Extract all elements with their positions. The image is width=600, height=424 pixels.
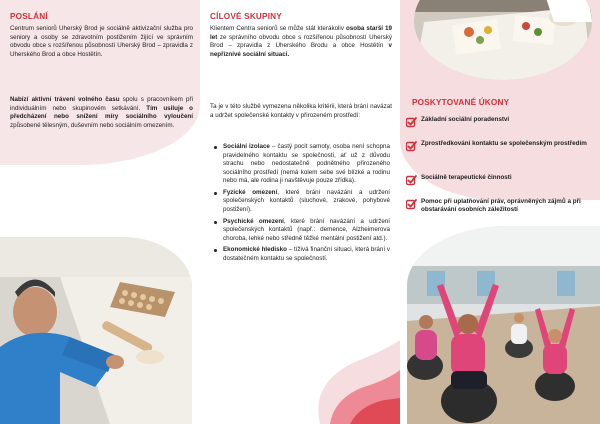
checkbox-tick-icon <box>406 139 417 150</box>
mission-paragraph-1 <box>10 25 193 59</box>
service-item <box>406 140 592 150</box>
criteria-item <box>214 143 390 186</box>
emphasized-text: Nabízí aktivní trávení volného času <box>10 96 120 103</box>
criteria-text: – tíživá finanční situaci, která brání v dostatečném kontaktu se společností. <box>223 246 390 262</box>
photo-baking-man <box>0 237 192 424</box>
checkbox-tick-icon <box>406 173 417 184</box>
services-title: POSKYTOVANÉ ÚKONY <box>412 98 510 107</box>
emphasized-text: Tím usiluje o předcházení nebo snížení míry sociálního vyloučení <box>10 104 193 121</box>
text-run: spolu s pracovníkem při individuálním nebo skupinovém setkávání. <box>10 96 193 112</box>
criteria-head: Fyzické omezení <box>223 188 278 196</box>
service-label: Zprostředkování kontaktu se společenským prostředím <box>421 140 587 147</box>
service-item <box>406 198 592 215</box>
text-run: způsobené tělesným, duševním nebo sociálním omezením. <box>10 121 175 129</box>
text-run: Centrum seniorů Uherský Brod je sociálně aktivizační služba pro seniory a osoby se zdravotním postižením žijící ve správním obvodu obce s rozšířenou působností Uherský Brod – zpravidla z Uherského Brod a obce Hostětín. <box>10 25 193 58</box>
emphasized-text: osoba starší 19 let <box>210 25 392 41</box>
text-run: Klientem Centra seniorů se může stát kterákoliv <box>210 25 346 32</box>
criteria-head: Sociální izolace <box>223 143 270 150</box>
service-item <box>406 174 592 184</box>
target-groups-paragraph-2: Ta je v této službě vymezena několika kritérii, která brání navázat a udržet společenské kontakty v přirozeném prostředí: <box>210 103 392 119</box>
mission-paragraph-2 <box>10 96 193 130</box>
criteria-text: , které brání navázání a udržení společenských kontaktů (např.: demence, Alzheimerova choroba, lehké nebo středně těžké mentální postižení atd.). <box>223 217 391 242</box>
criteria-text: , které brání navázání a udržení společenských kontaktů (sluchové, zrakové, pohybové postižení). <box>223 188 391 213</box>
service-label: Pomoc při uplatňování práv, oprávněných zájmů a při obstarávání osobních záležitostí <box>421 198 581 214</box>
checkbox-tick-icon <box>406 115 417 126</box>
text-run: ze správního obvodu obce s rozšířenou působností Uherský Brod – zpravidla z Uherského Brodu a obce Hostětín <box>210 33 392 50</box>
service-label: Sociálně terapeutické činnosti <box>421 174 512 181</box>
panel-mission <box>0 0 200 424</box>
criteria-head: Ekonomické hledisko <box>223 246 287 254</box>
service-item <box>406 116 592 126</box>
criteria-text: – častý pocit samoty, osoba není schopna pravidelného kontaktu se společností, ať už z důvodu strachu nebo nedostatečně podnětného přirozeného sociálního prostředí (nemá kolem sebe své blízké a rodinu nebo má, ale rodina ji navštěvuje pouze zřídka). <box>223 143 391 185</box>
service-label: Základní sociální poradenství <box>421 116 510 123</box>
criteria-head: Psychické omezení <box>223 217 284 225</box>
criteria-list <box>214 143 390 266</box>
mission-title: POSLÁNÍ <box>10 12 48 21</box>
target-groups-paragraph-1 <box>210 25 392 59</box>
criteria-item <box>214 189 390 215</box>
target-groups-title: CÍLOVÉ SKUPINY <box>210 12 282 21</box>
criteria-item <box>214 246 390 263</box>
decorative-waves <box>290 340 400 424</box>
photo-exercise-class <box>407 226 600 424</box>
emphasized-text: v nepříznivé sociální situaci. <box>210 42 392 58</box>
checkbox-tick-icon <box>406 197 417 208</box>
panel-target-groups <box>200 0 400 424</box>
criteria-item <box>214 218 390 244</box>
panel-services <box>400 0 600 424</box>
